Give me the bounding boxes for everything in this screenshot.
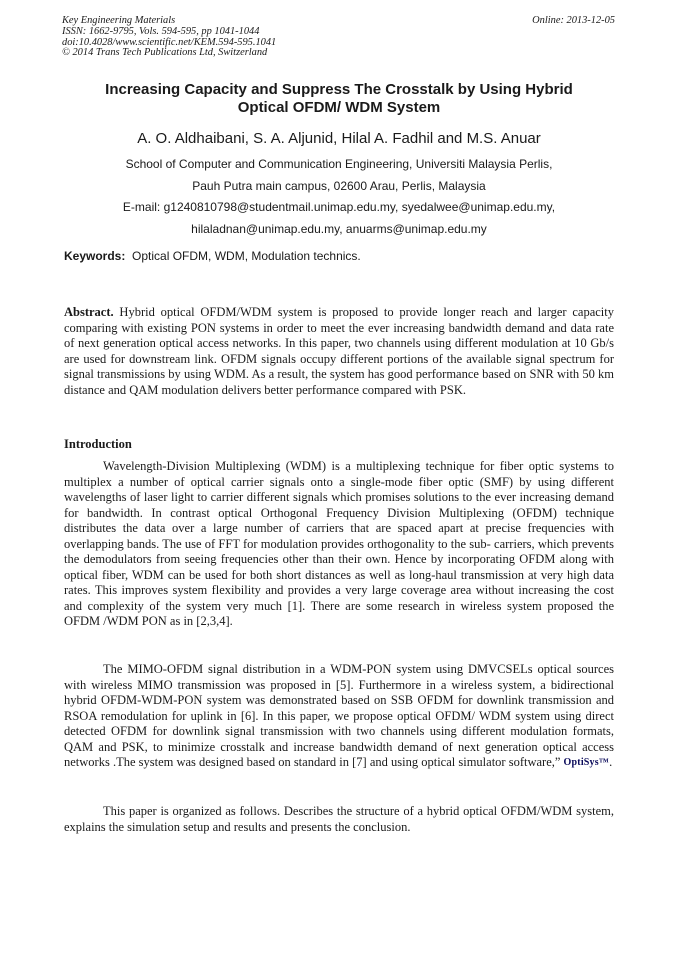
paper-title [64, 81, 614, 117]
issn-line: ISSN: 1662-9795, Vols. 594-595, pp 1041-1044 [62, 25, 260, 37]
authors: A. O. Aldhaibani, S. A. Aljunid, Hilal A. Fadhil and M.S. Anuar [137, 130, 541, 147]
copyright-line: © 2014 Trans Tech Publications Ltd, Switzerland [62, 47, 268, 59]
keywords [64, 249, 616, 263]
title-line-2: Optical OFDM/ WDM System [237, 99, 441, 116]
intro-paragraph-1: Wavelength-Division Multiplexing (WDM) is a multiplexing technique for fiber optic systems to multiplex a number of optical carrier signals onto a single-mode fiber optic (SMF) by using different wavelengths of laser light to carrier different signals which promises solutions to the ever increasing demand for bandwidth. In contrast optical Orthogonal Frequency Division Multiplexing (OFDM) technique distributes the data over a large number of carriers that are spaced apart at precise frequencies with overlapping bands. The use of FFT for modulation provides orthogonality to the sub- carriers, which prevents the demodulators from seeing frequencies other than their own. Hence by incorporating OFDM along with optical fiber, WDM can be used for both short distances as well as long-haul transmission at very high data rates. This improves system flexibility and provides a very large coverage area without increasing the cost and complexity of the system very much [1]. There are some research in wireless system proposed the OFDM /WDM PON as in [2,3,4]. [64, 459, 614, 628]
keywords-label: Keywords: [64, 249, 126, 263]
keywords-text: Optical OFDM, WDM, Modulation technics. [132, 249, 361, 263]
abstract-text: Hybrid optical OFDM/WDM system is proposed to provide longer reach and larger capacity comparing with existing PON systems in order to meet the ever increasing bandwidth demand and data rate of next generation optical access networks. In this paper, two channels using different modulation at 10 Gb/s are used for downstream link. OFDM signals occupy different portions of the available signal spectrum for signal transmissions by using WDM. As a result, the system has good performance based on SNR with 50 km distance and QAM modulation delivers better performance compared with PSK. [64, 305, 615, 397]
abstract [64, 305, 614, 398]
abstract-label: Abstract. [64, 305, 114, 319]
intro-paragraph-2 [64, 662, 614, 771]
online-date: Online: 2013-12-05 [532, 15, 615, 26]
affiliation-line-1: School of Computer and Communication Engineering, Universiti Malaysia Perlis, [125, 157, 553, 171]
intro-paragraph-2-text: The MIMO-OFDM signal distribution in a WDM-PON system using DMVCSELs optical sources with wireless MIMO transmission was proposed in [5]. Furthermore in a wireless system, a bidirectional hybrid OFDM-WDM-PON system was demonstrated based on SSB OFDM for downlink transmission and RSOA remodulation for uplink in [6]. In this paper, we propose optical OFDM/ WDM system using direct detected OFDM for downlink signal transmission with two channels using different modulation formats, QAM and PSK, to minimize crosstalk and increase bandwidth demand of next generation optical access networks .The system was designed based on standard in [7] and using optical simulator software,” [64, 662, 614, 769]
affiliation-line-2: Pauh Putra main campus, 02600 Arau, Perlis, Malaysia [192, 179, 486, 193]
paragraph-end: . [609, 755, 613, 769]
doi-line: doi:10.4028/www.scientific.net/KEM.594-595.1041 [62, 36, 277, 48]
journal-header [62, 16, 615, 59]
email-line-1: E-mail: g1240810798@studentmail.unimap.edu.my, syedalwee@unimap.edu.my, [122, 200, 556, 214]
journal-name: Key Engineering Materials [62, 15, 176, 26]
optisystem-logo: OptiSys™ [563, 757, 610, 768]
intro-paragraph-3: This paper is organized as follows. Describes the structure of a hybrid optical OFDM/WDM system, explains the simulation setup and results and presents the conclusion. [64, 804, 614, 834]
section-heading-introduction: Introduction [64, 437, 132, 451]
email-line-2: hilaladnan@unimap.edu.my, anuarms@unimap.edu.my [191, 222, 487, 236]
title-line-1: Increasing Capacity and Suppress The Crosstalk by Using Hybrid [105, 81, 573, 98]
